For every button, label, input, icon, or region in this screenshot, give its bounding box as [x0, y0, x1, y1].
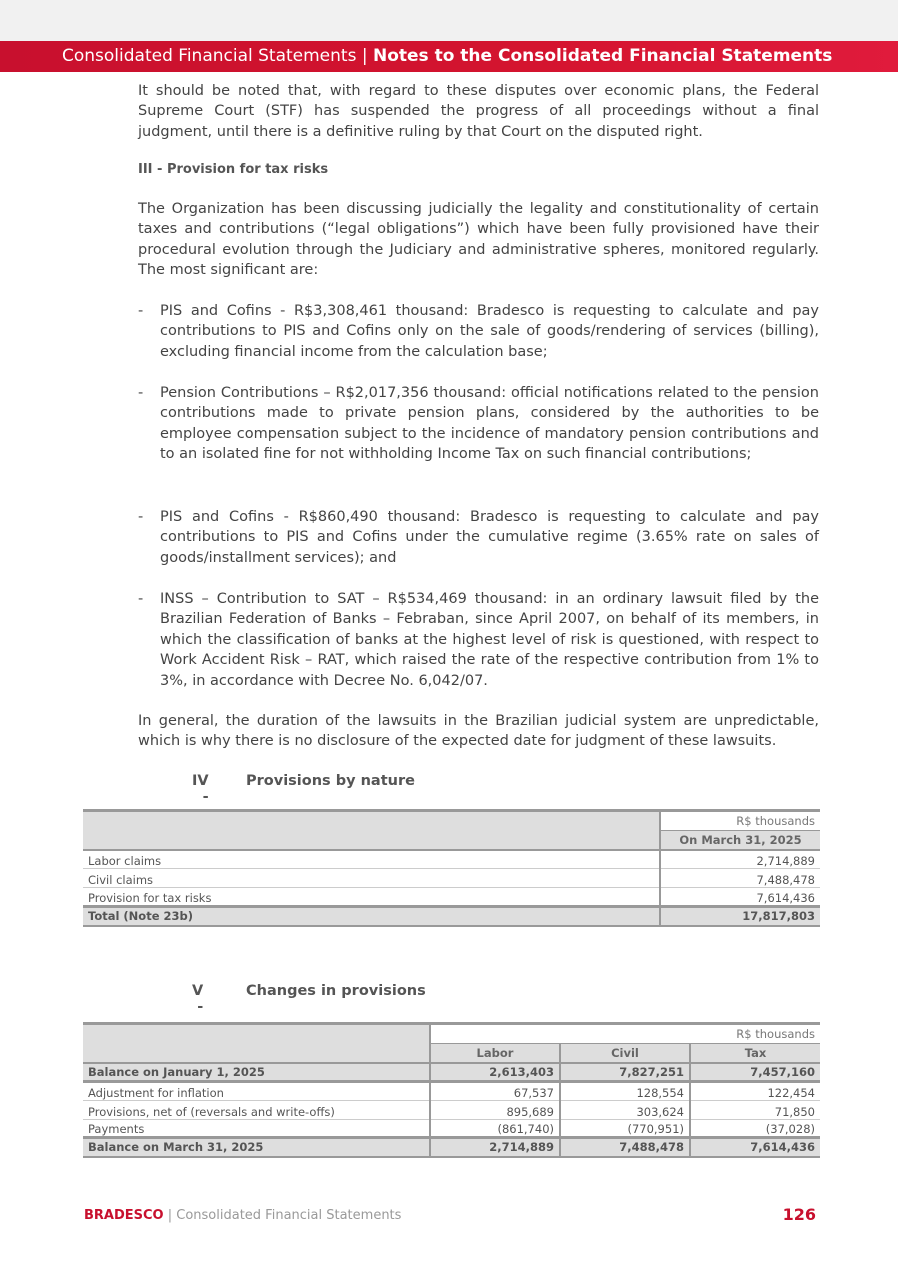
bullet-item	[138, 383, 819, 465]
section4-title: Provisions by nature	[246, 773, 415, 789]
table-corner	[83, 811, 660, 850]
row-value: 2,714,889	[660, 850, 820, 869]
row-value: 122,454	[690, 1082, 820, 1101]
row-value: 7,827,251	[560, 1063, 690, 1082]
bullet-text: PIS and Cofins - R$860,490 thousand: Bradesco is requesting to calculate and pay contributions to PIS and Cofins under the cumulative regime (3.65% rate on sales of goods/installment services); and	[160, 509, 819, 566]
bullet-item	[138, 301, 819, 362]
table-row	[83, 869, 820, 888]
footer-separator: |	[163, 1208, 177, 1223]
table-row	[83, 850, 820, 869]
row-value: 303,624	[560, 1101, 690, 1120]
row-label: Labor claims	[83, 850, 660, 869]
row-label: Provision for tax risks	[83, 888, 660, 907]
top-margin	[0, 0, 898, 41]
bullet-item	[138, 507, 819, 568]
header-separator: |	[356, 46, 373, 66]
row-value: 7,614,436	[690, 1138, 820, 1157]
column-header-civil: Civil	[560, 1044, 690, 1063]
section5-number: V -	[192, 983, 204, 1015]
row-label: Civil claims	[83, 869, 660, 888]
bullet-text: PIS and Cofins - R$3,308,461 thousand: Bradesco is requesting to calculate and pay contributions to PIS and Cofins only on the sale of goods/rendering of services (billing), excluding financial income from the calculation base;	[160, 303, 819, 360]
unit-label: R$ thousands	[660, 811, 820, 831]
row-value: 67,537	[430, 1082, 560, 1101]
footer-brand: BRADESCO	[84, 1208, 164, 1223]
page-number: 126	[782, 1205, 816, 1224]
unit-label: R$ thousands	[430, 1024, 820, 1044]
row-value: (37,028)	[765, 1122, 815, 1136]
total-label: Total (Note 23b)	[83, 907, 660, 926]
row-label: Provisions, net of (reversals and write-offs)	[83, 1101, 430, 1120]
opening-balance-row	[83, 1063, 820, 1082]
total-value: 17,817,803	[660, 907, 820, 926]
row-label: Balance on March 31, 2025	[83, 1138, 430, 1157]
row-label: Balance on January 1, 2025	[83, 1063, 430, 1082]
provisions-by-nature-table	[83, 809, 820, 927]
section5-title: Changes in provisions	[246, 983, 426, 999]
row-value: (770,951)	[560, 1120, 690, 1138]
column-header-tax: Tax	[690, 1044, 820, 1063]
closing-balance-row	[83, 1138, 820, 1157]
row-value: 7,488,478	[560, 1138, 690, 1157]
column-header-labor: Labor	[430, 1044, 560, 1063]
bullet-text: Pension Contributions – R$2,017,356 thousand: official notifications related to the pension contributions made to private pension plans, considered by the authorities to be employee compensation subject to the incidence of mandatory pension contributions and to an isolated fine for not withholding Income Tax on such financial contributions;	[160, 385, 819, 463]
row-value: 7,457,160	[690, 1063, 820, 1082]
footer	[84, 1208, 401, 1223]
bullet-item	[138, 589, 819, 691]
bullet-dash: -	[138, 509, 144, 525]
bullet-dash: -	[138, 385, 144, 401]
row-value: 7,488,478	[660, 869, 820, 888]
table-row	[83, 1120, 820, 1138]
row-value: (861,740)	[430, 1120, 560, 1138]
footer-text: Consolidated Financial Statements	[176, 1208, 402, 1223]
table-total-row	[83, 907, 820, 926]
row-value: 895,689	[430, 1101, 560, 1120]
bullet-dash: -	[138, 303, 144, 319]
column-header: On March 31, 2025	[660, 831, 820, 850]
section4-number: IV -	[192, 773, 209, 805]
table-row	[83, 1101, 820, 1120]
changes-in-provisions-table	[83, 1022, 820, 1158]
header-title: Notes to the Consolidated Financial Statements	[372, 46, 833, 66]
header-banner	[0, 41, 898, 72]
row-label: Adjustment for inflation	[83, 1082, 430, 1101]
table-row	[83, 1082, 820, 1101]
section3-heading: III - Provision for tax risks	[138, 162, 329, 177]
bullet-dash: -	[138, 591, 144, 607]
row-value: 2,613,403	[430, 1063, 560, 1082]
section3-closing: In general, the duration of the lawsuits in the Brazilian judicial system are unpredictable, which is why there is no disclosure of the expected date for judgment of these lawsuits.	[138, 713, 819, 750]
row-value: 128,554	[560, 1082, 690, 1101]
row-value: 71,850	[690, 1101, 820, 1120]
table-row	[83, 888, 820, 907]
row-label: Payments	[83, 1120, 430, 1138]
table-corner	[83, 1024, 430, 1063]
row-value: 2,714,889	[430, 1138, 560, 1157]
row-value: 7,614,436	[756, 891, 815, 905]
intro-paragraph: It should be noted that, with regard to these disputes over economic plans, the Federal Supreme Court (STF) has suspended the progress of all proceedings without a final judgment, until there is a definitive ruling by that Court on the disputed right.	[138, 83, 819, 140]
header-section: Consolidated Financial Statements	[62, 46, 357, 66]
section3-paragraph: The Organization has been discussing judicially the legality and constitutionality of certain taxes and contributions (“legal obligations”) which have been fully provisioned have their procedural evolution through the Judiciary and administrative spheres, monitored regularly. The most significant are:	[138, 201, 819, 279]
bullet-text: INSS – Contribution to SAT – R$534,469 thousand: in an ordinary lawsuit filed by the Brazilian Federation of Banks – Febraban, since April 2007, on behalf of its members, in which the classification of banks at the highest level of risk is questioned, with respect to Work Accident Risk – RAT, which raised the rate of the respective contribution from 1% to 3%, in accordance with Decree No. 6,042/07.	[160, 591, 819, 689]
